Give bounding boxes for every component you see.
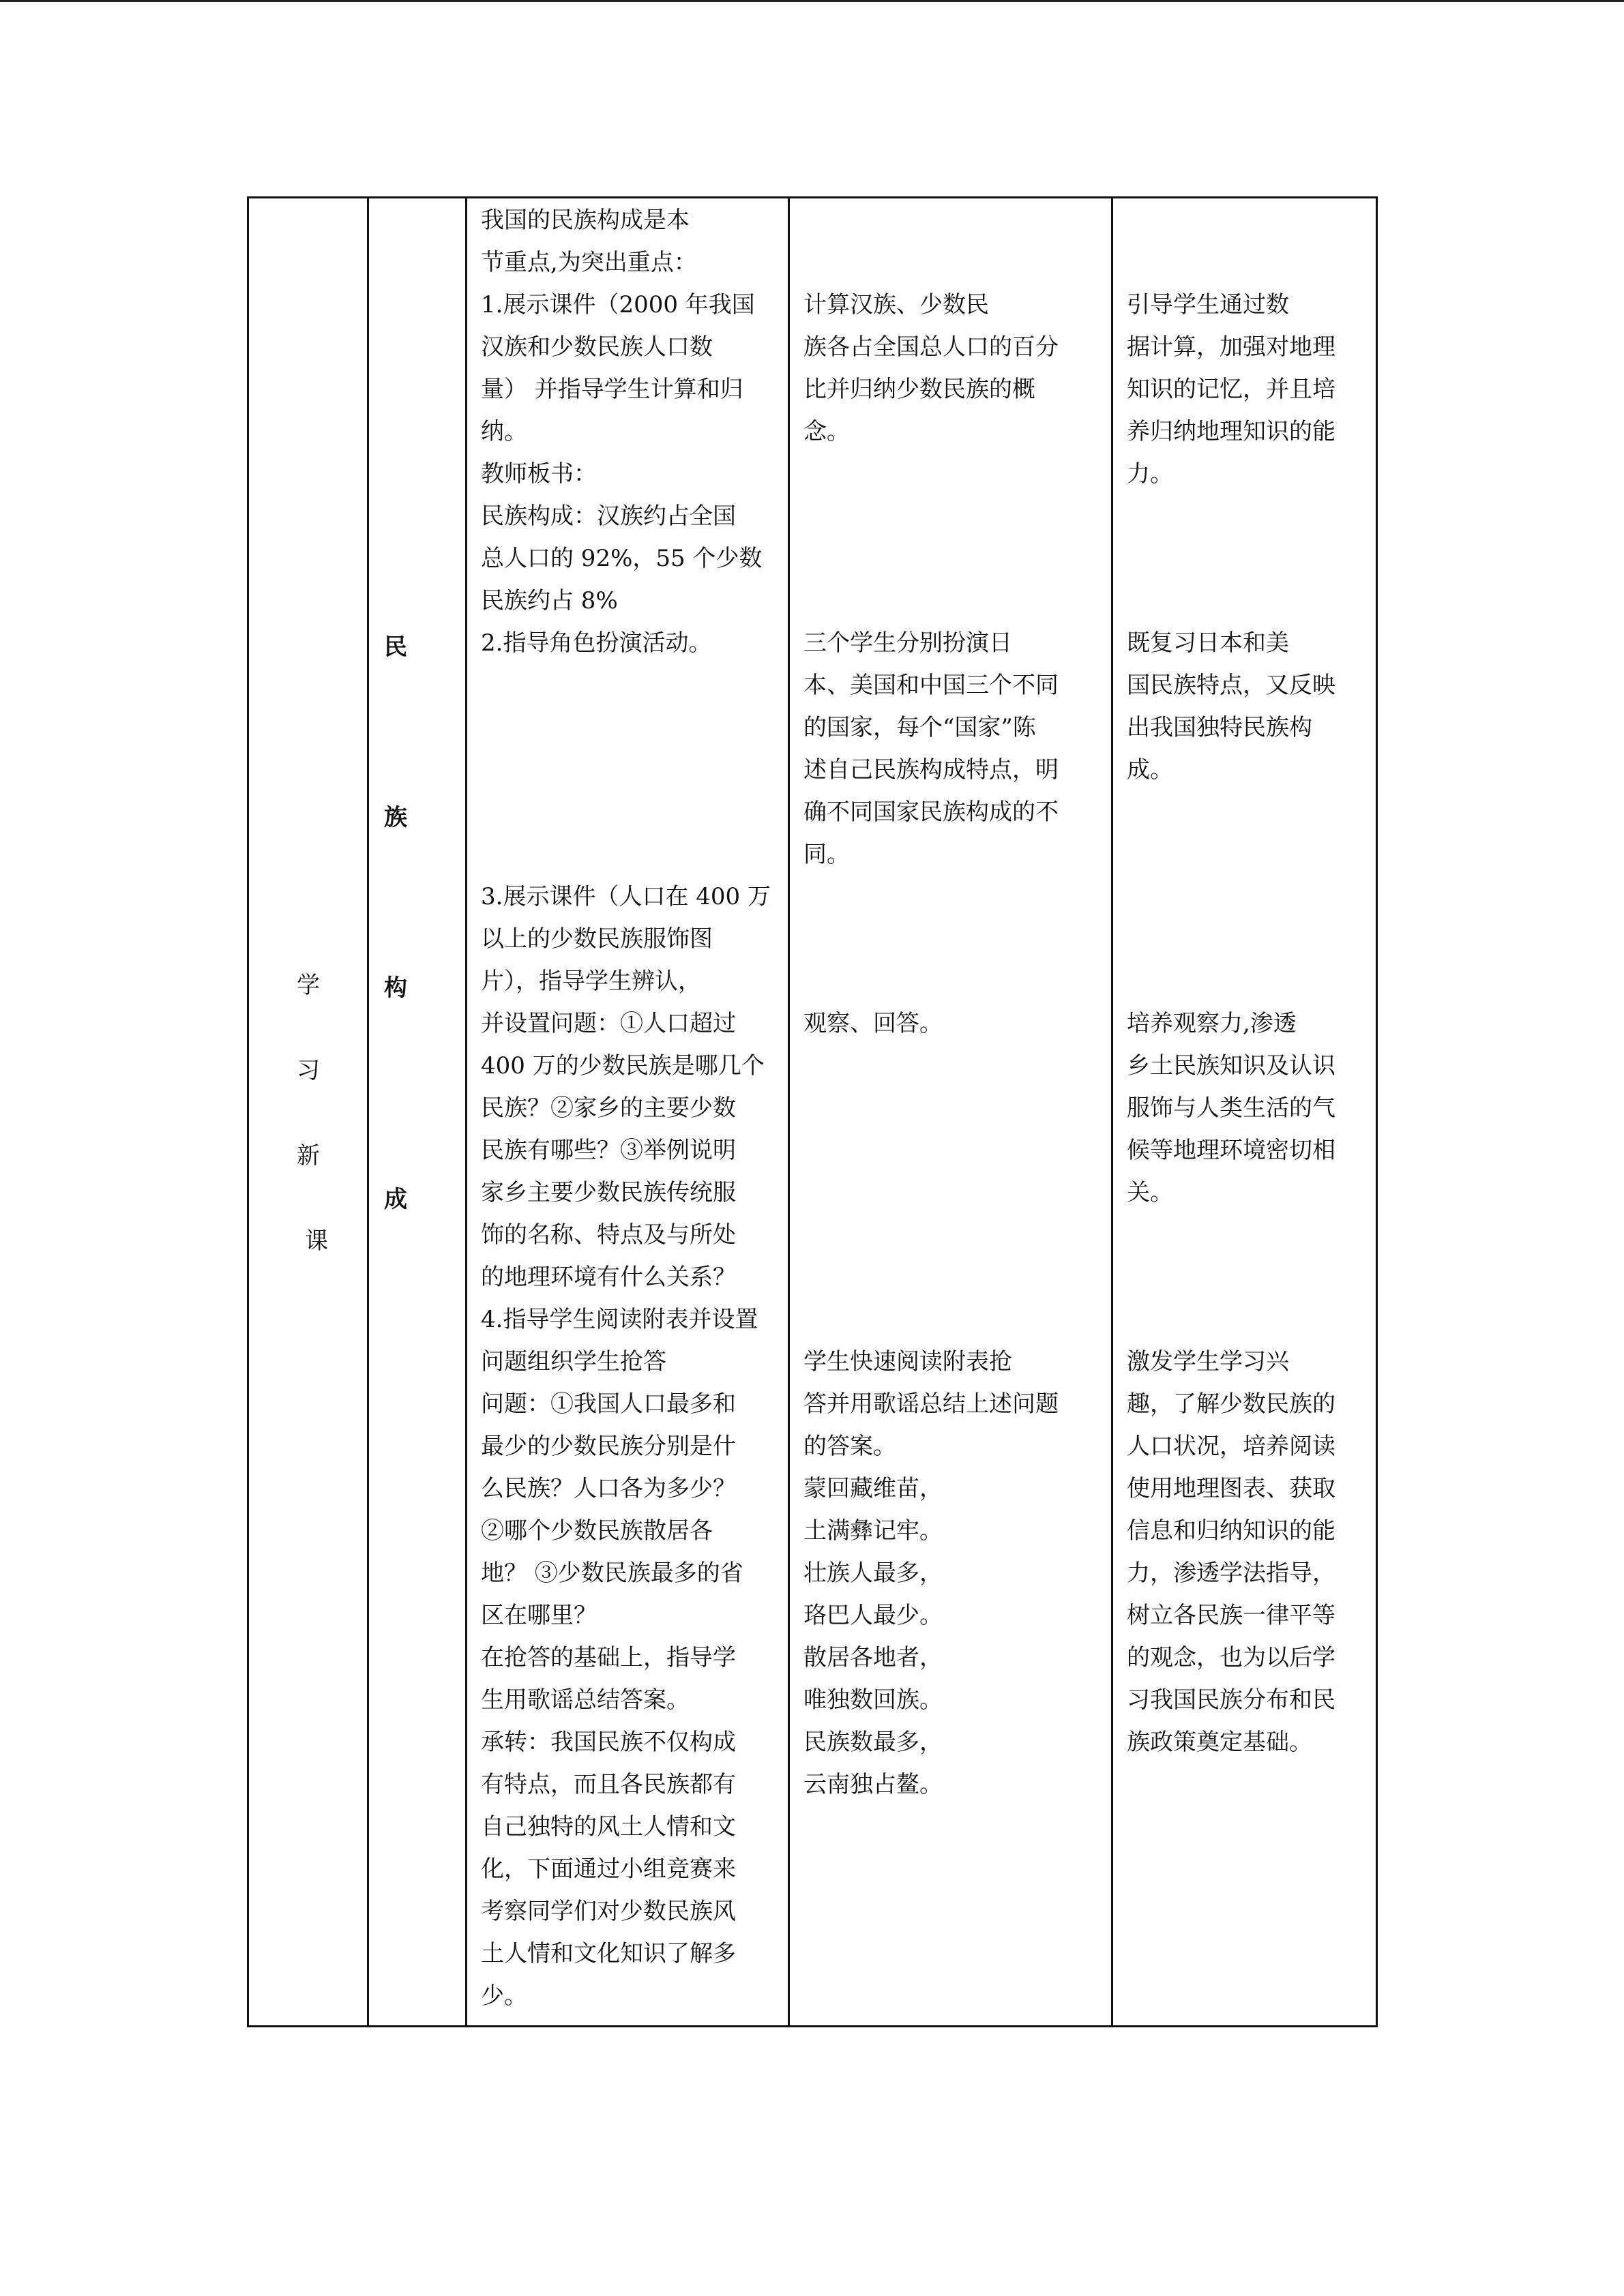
design-intent-cell — [1113, 198, 1376, 2025]
teacher-activity-line: 饰的名称、特点及与所处 — [481, 1221, 736, 1249]
design-intent-line: 服饰与人类生活的气 — [1127, 1094, 1335, 1122]
design-intent-line: 激发学生学习兴 — [1127, 1348, 1289, 1375]
student-activity-line: 念。 — [803, 418, 850, 445]
lesson-plan-table — [247, 196, 1378, 2027]
section-label-cell — [249, 198, 367, 2025]
teacher-activity-line: 节重点,为突出重点： — [481, 249, 697, 276]
teacher-activity-line: 以上的少数民族服饰图 — [481, 925, 713, 953]
teacher-activity-line: 汉族和少数民族人口数 — [481, 333, 713, 361]
design-intent-line: 国民族特点，又反映 — [1127, 672, 1335, 699]
topic-label-char: 族 — [384, 804, 407, 831]
student-activity-line: 答并用歌谣总结上述问题 — [803, 1390, 1059, 1418]
teacher-activity-line: 问题：①我国人口最多和 — [481, 1390, 736, 1418]
teacher-activity-line: 家乡主要少数民族传统服 — [481, 1179, 736, 1206]
design-intent-line: 培养观察力,渗透 — [1127, 1010, 1297, 1037]
teacher-activity-line: 么民族？人口各为多少？ — [481, 1475, 736, 1502]
topic-label-char: 构 — [384, 974, 407, 1002]
design-intent-line: 既复习日本和美 — [1127, 629, 1289, 657]
student-activity-line: 族各占全国总人口的百分 — [803, 333, 1059, 361]
student-activity-line: 的答案。 — [803, 1433, 896, 1460]
student-activity-line: 蒙回藏维苗， — [803, 1475, 943, 1502]
teacher-activity-line: 量） 并指导学生计算和归 — [481, 376, 743, 403]
topic-label-char: 成 — [384, 1186, 407, 1213]
topic-label-char: 民 — [384, 633, 407, 661]
student-activity-line: 观察、回答。 — [803, 1010, 943, 1037]
student-activity-line: 散居各地者， — [803, 1644, 943, 1671]
design-intent-line: 出我国独特民族构 — [1127, 714, 1312, 741]
design-intent-line: 趣，了解少数民族的 — [1127, 1390, 1335, 1418]
teacher-activity-line: 民族约占 8% — [481, 587, 618, 614]
student-activity-line: 三个学生分别扮演日 — [803, 629, 1012, 657]
design-intent-line: 人口状况，培养阅读 — [1127, 1433, 1335, 1460]
teacher-activity-line: 有特点，而且各民族都有 — [481, 1771, 736, 1798]
teacher-activity-line: 民族构成：汉族约占全国 — [481, 503, 736, 530]
student-activity-line: 计算汉族、少数民 — [803, 291, 989, 318]
teacher-activity-line: 民族有哪些？③举例说明 — [481, 1137, 736, 1164]
design-intent-line: 树立各民族一律平等 — [1127, 1602, 1335, 1629]
teacher-activity-line: 自己独特的风土人情和文 — [481, 1813, 736, 1840]
design-intent-line: 族政策奠定基础。 — [1127, 1729, 1312, 1756]
teacher-activity-line: 总人口的 92%，55 个少数 — [481, 545, 763, 572]
design-intent-line: 引导学生通过数 — [1127, 291, 1289, 318]
topic-label-cell — [369, 198, 465, 2025]
design-intent-line: 关。 — [1127, 1179, 1173, 1206]
design-intent-line: 养归纳地理知识的能 — [1127, 418, 1335, 445]
teacher-activity-line: 在抢答的基础上，指导学 — [481, 1644, 736, 1671]
teacher-activity-line: 教师板书： — [481, 460, 597, 488]
teacher-activity-line: ②哪个少数民族散居各 — [481, 1517, 713, 1545]
section-label-char: 习 — [297, 1057, 320, 1084]
design-intent-line: 力，渗透学法指导， — [1127, 1560, 1335, 1587]
teacher-activity-cell — [467, 198, 788, 2025]
teacher-activity-line: 最少的少数民族分别是什 — [481, 1433, 736, 1460]
student-activity-line: 唯独数回族。 — [803, 1686, 943, 1714]
teacher-activity-line: 的地理环境有什么关系？ — [481, 1264, 736, 1291]
student-activity-line: 土满彝记牢。 — [803, 1517, 943, 1545]
design-intent-line: 成。 — [1127, 756, 1173, 784]
teacher-activity-line: 片），指导学生辨认， — [481, 968, 701, 995]
teacher-activity-line: 地？ ③少数民族最多的省 — [481, 1560, 743, 1587]
design-intent-line: 候等地理环境密切相 — [1127, 1137, 1335, 1164]
teacher-activity-line: 少。 — [481, 1982, 527, 2010]
design-intent-line: 乡土民族知识及认识 — [1127, 1052, 1335, 1079]
teacher-activity-line: 土人情和文化知识了解多 — [481, 1940, 736, 1967]
student-activity-line: 述自己民族构成特点，明 — [803, 756, 1059, 784]
teacher-activity-line: 400 万的少数民族是哪几个 — [481, 1052, 765, 1079]
teacher-activity-line: 区在哪里？ — [481, 1602, 597, 1629]
section-label-char: 新 — [297, 1142, 320, 1169]
student-activity-line: 确不同国家民族构成的不 — [803, 799, 1059, 826]
student-activity-line: 本、美国和中国三个不同 — [803, 672, 1059, 699]
section-label-char: 课 — [305, 1227, 328, 1255]
student-activity-line: 珞巴人最少。 — [803, 1602, 943, 1629]
design-intent-line: 的观念，也为以后学 — [1127, 1644, 1335, 1671]
section-label-char: 学 — [297, 972, 320, 999]
teacher-activity-line: 生用歌谣总结答案。 — [481, 1686, 690, 1714]
student-activity-line: 的国家，每个“国家”陈 — [803, 714, 1036, 741]
design-intent-line: 力。 — [1127, 460, 1173, 488]
teacher-activity-line: 4.指导学生阅读附表并设置 — [481, 1306, 758, 1333]
student-activity-line: 同。 — [803, 841, 850, 868]
teacher-activity-line: 问题组织学生抢答 — [481, 1348, 666, 1375]
design-intent-line: 知识的记忆，并且培 — [1127, 376, 1335, 403]
design-intent-line: 使用地理图表、获取 — [1127, 1475, 1335, 1502]
design-intent-line: 据计算，加强对地理 — [1127, 333, 1335, 361]
student-activity-cell — [790, 198, 1111, 2025]
teacher-activity-line: 我国的民族构成是本 — [481, 207, 690, 234]
design-intent-line: 信息和归纳知识的能 — [1127, 1517, 1335, 1545]
teacher-activity-line: 化，下面通过小组竞赛来 — [481, 1855, 736, 1883]
page-top-rule — [0, 0, 1624, 2]
teacher-activity-line: 纳。 — [481, 418, 527, 445]
teacher-activity-line: 1.展示课件（2000 年我国 — [481, 291, 755, 318]
student-activity-line: 民族数最多， — [803, 1729, 943, 1756]
teacher-activity-line: 承转：我国民族不仅构成 — [481, 1729, 736, 1756]
student-activity-line: 云南独占鳌。 — [803, 1771, 943, 1798]
teacher-activity-line: 民族？②家乡的主要少数 — [481, 1094, 736, 1122]
student-activity-line: 比并归纳少数民族的概 — [803, 376, 1035, 403]
student-activity-line: 学生快速阅读附表抢 — [803, 1348, 1012, 1375]
teacher-activity-line: 考察同学们对少数民族风 — [481, 1898, 736, 1925]
teacher-activity-line: 2.指导角色扮演活动。 — [481, 629, 712, 657]
teacher-activity-line: 3.展示课件（人口在 400 万 — [481, 883, 771, 910]
teacher-activity-line: 并设置问题：①人口超过 — [481, 1010, 736, 1037]
student-activity-line: 壮族人最多， — [803, 1560, 943, 1587]
design-intent-line: 习我国民族分布和民 — [1127, 1686, 1335, 1714]
